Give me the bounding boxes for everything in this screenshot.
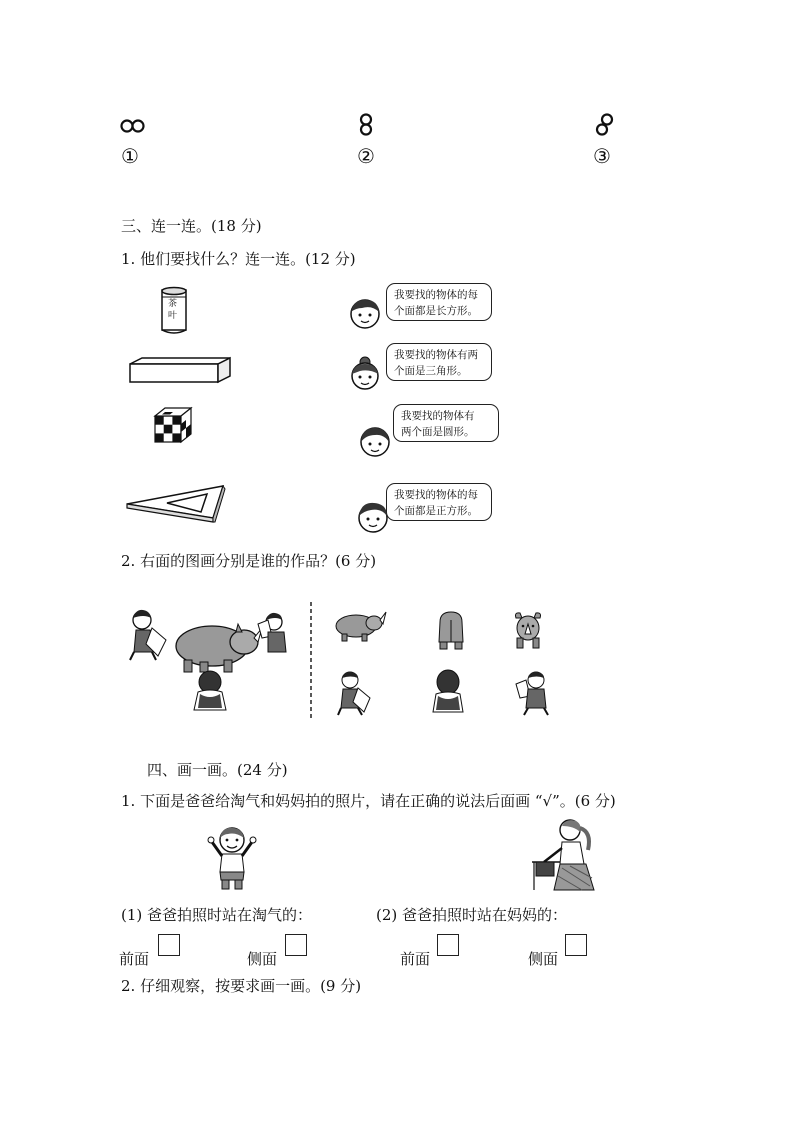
ring-view-2-icon <box>358 113 374 137</box>
section4-sub2: (2) 爸爸拍照时站在妈妈的： <box>376 906 568 924</box>
speech-3-line-2: 两个面是圆形。 <box>401 426 475 438</box>
option-front-2-checkbox[interactable] <box>437 934 459 956</box>
speech-bubble-2 <box>386 343 492 381</box>
tea-can-label-2: 叶 <box>168 311 178 321</box>
tea-can-label-1: 茶 <box>168 299 178 309</box>
option-front-2-label: 前面 <box>400 950 431 968</box>
cube-shape[interactable] <box>153 406 193 444</box>
option-side-1-label: 侧面 <box>247 950 278 968</box>
tea-can[interactable] <box>160 286 188 334</box>
option-side-1-checkbox[interactable] <box>285 934 307 956</box>
section3-q1-title: 1. 他们要找什么？连一连。(12 分) <box>121 250 356 268</box>
drawing-rhino-side-icon[interactable] <box>332 608 388 642</box>
cuboid-shape[interactable] <box>128 356 232 384</box>
section4-sub1: (1) 爸爸拍照时站在淘气的： <box>121 906 313 924</box>
mom-photo-illustration <box>530 816 600 894</box>
option-front-1-checkbox[interactable] <box>158 934 180 956</box>
speech-2-line-2: 个面是三角形。 <box>394 365 468 377</box>
section3-q2-title: 2. 右面的图画分别是谁的作品？(6 分) <box>121 552 377 570</box>
option-label-1: ① <box>121 144 139 168</box>
dashed-divider <box>309 602 313 720</box>
option-front-1-label: 前面 <box>119 950 150 968</box>
speech-bubble-3 <box>393 404 499 442</box>
section3-title: 三、连一连。(18 分) <box>121 217 262 235</box>
option-side-2-label: 侧面 <box>528 950 559 968</box>
drawing-rhino-front-icon[interactable] <box>512 610 544 650</box>
kid-face-1-icon[interactable] <box>348 296 382 332</box>
kid-face-2-icon[interactable] <box>348 356 382 392</box>
speech-1-line-2: 个面都是长方形。 <box>394 305 478 317</box>
option-label-2: ② <box>357 144 375 168</box>
kid-artist-2-icon[interactable] <box>430 668 466 716</box>
speech-bubble-1 <box>386 283 492 321</box>
section4-title: 四、画一画。(24 分) <box>147 761 288 779</box>
section4-q2-title: 2. 仔细观察，按要求画一画。(9 分) <box>121 977 362 995</box>
speech-4-line-2: 个面都是正方形。 <box>394 505 478 517</box>
kid-face-4-icon[interactable] <box>356 500 390 536</box>
taoqi-photo-illustration <box>206 824 258 892</box>
section4-q1-title: 1. 下面是爸爸给淘气和妈妈拍的照片，请在正确的说法后面画 “√”。(6 分) <box>121 792 616 810</box>
speech-bubble-4 <box>386 483 492 521</box>
speech-1-line-1: 我要找的物体的每 <box>394 289 478 301</box>
speech-3-line-1: 我要找的物体有 <box>401 410 475 422</box>
drawing-scene-illustration <box>128 608 292 718</box>
speech-4-line-1: 我要找的物体的每 <box>394 489 478 501</box>
option-side-2-checkbox[interactable] <box>565 934 587 956</box>
option-label-3: ③ <box>593 144 611 168</box>
drawing-rhino-back-icon[interactable] <box>436 610 466 650</box>
kid-artist-3-icon[interactable] <box>510 670 550 716</box>
ring-view-3-icon <box>595 113 615 137</box>
speech-2-line-1: 我要找的物体有两 <box>394 349 478 361</box>
kid-face-3-icon[interactable] <box>358 424 392 460</box>
triangle-prism-shape[interactable] <box>125 482 227 522</box>
ring-view-1-icon <box>120 118 146 134</box>
kid-artist-1-icon[interactable] <box>336 670 376 716</box>
